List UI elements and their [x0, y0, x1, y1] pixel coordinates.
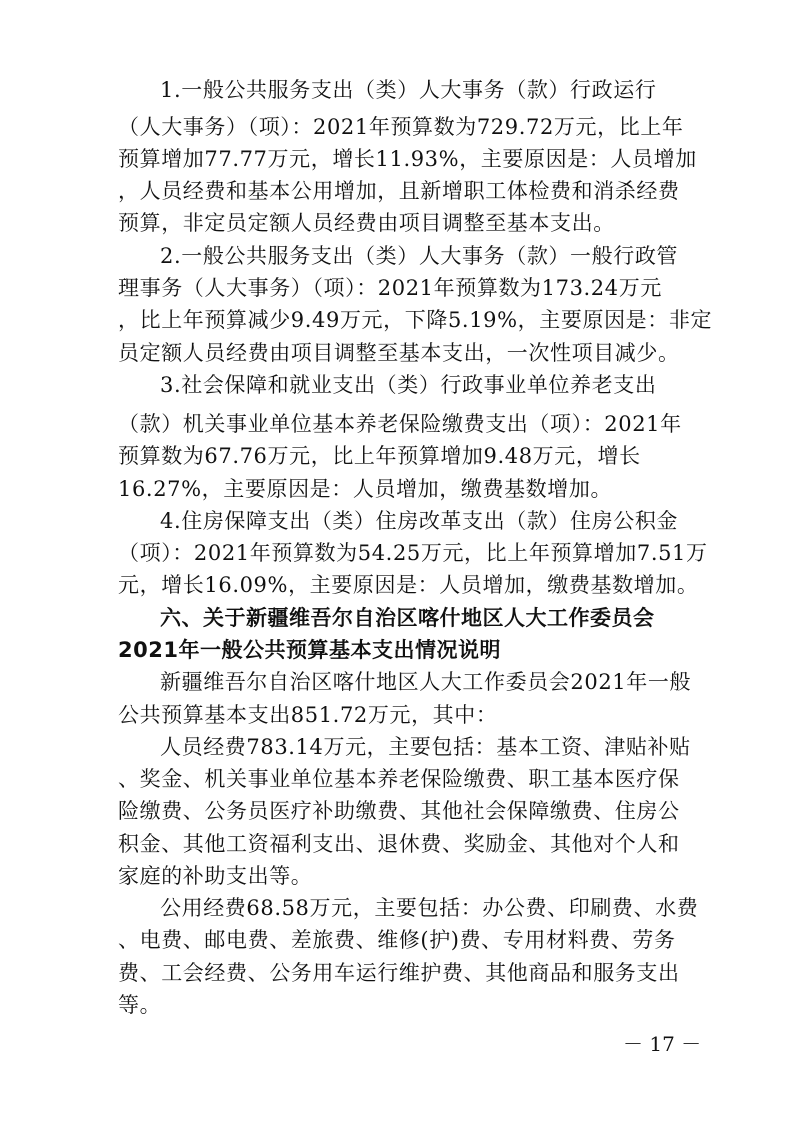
paragraph-1-line-1: 1.一般公共服务支出（类）人大事务（款）行政运行	[160, 78, 657, 102]
paragraph-1-line-2: （人大事务）（项）：2021年预算数为729.72万元，比上年	[118, 115, 684, 139]
body-line-8: 公用经费68.58万元，主要包括：办公费、印刷费、水费	[160, 896, 699, 920]
body-line-10: 费、工会经费、公务用车运行维护费、其他商品和服务支出	[118, 961, 680, 985]
body-line-1: 新疆维吾尔自治区喀什地区人大工作委员会2021年一般	[160, 670, 692, 694]
paragraph-2-line-2: 理事务（人大事务）（项）：2021年预算数为173.24万元	[118, 276, 662, 300]
body-line-9: 、电费、邮电费、差旅费、维修(护)费、专用材料费、劳务	[118, 928, 676, 952]
body-line-4: 、奖金、机关事业单位基本养老保险缴费、职工基本医疗保	[118, 767, 680, 791]
body-line-5: 险缴费、公务员医疗补助缴费、其他社会保障缴费、住房公	[118, 799, 680, 823]
paragraph-4-line-3: 元，增长16.09%，主要原因是：人员增加，缴费基数增加。	[118, 573, 699, 597]
page-number: － 17 －	[623, 1032, 702, 1056]
body-line-2: 公共预算基本支出851.72万元，其中：	[118, 703, 498, 727]
paragraph-1-line-4: ，人员经费和基本公用增加，且新增职工体检费和消杀经费	[118, 179, 680, 203]
paragraph-4-line-1: 4.住房保障支出（类）住房改革支出（款）住房公积金	[160, 509, 679, 533]
paragraph-2-line-4: 员定额人员经费由项目调整至基本支出，一次性项目减少。	[118, 341, 680, 365]
paragraph-4-line-2: （项）：2021年预算数为54.25万元，比上年预算增加7.51万	[118, 541, 708, 565]
paragraph-3-line-4: 16.27%，主要原因是：人员增加，缴费基数增加。	[118, 477, 613, 501]
paragraph-3-line-3: 预算数为67.76万元，比上年预算增加9.48万元，增长	[118, 444, 641, 468]
paragraph-3-line-2: （款）机关事业单位基本养老保险缴费支出（项）：2021年	[118, 412, 682, 436]
body-line-11: 等。	[118, 993, 162, 1017]
paragraph-1-line-3: 预算增加77.77万元，增长11.93%，主要原因是：人员增加	[118, 147, 697, 171]
body-line-6: 积金、其他工资福利支出、退休费、奖励金、其他对个人和	[118, 832, 680, 856]
section-heading-line-2: 2021年一般公共预算基本支出情况说明	[118, 638, 501, 662]
body-line-3: 人员经费783.14万元，主要包括：基本工资、津贴补贴	[160, 735, 691, 759]
paragraph-2-line-1: 2.一般公共服务支出（类）人大事务（款）一般行政管	[160, 244, 679, 268]
paragraph-2-line-3: ，比上年预算减少9.49万元，下降5.19%，主要原因是：非定	[118, 308, 713, 332]
body-line-7: 家庭的补助支出等。	[118, 864, 313, 888]
section-heading-line-1: 六、关于新疆维吾尔自治区喀什地区人大工作委员会	[160, 606, 655, 630]
paragraph-3-line-1: 3.社会保障和就业支出（类）行政事业单位养老支出	[160, 373, 657, 397]
paragraph-1-line-5: 预算，非定员定额人员经费由项目调整至基本支出。	[118, 211, 615, 235]
